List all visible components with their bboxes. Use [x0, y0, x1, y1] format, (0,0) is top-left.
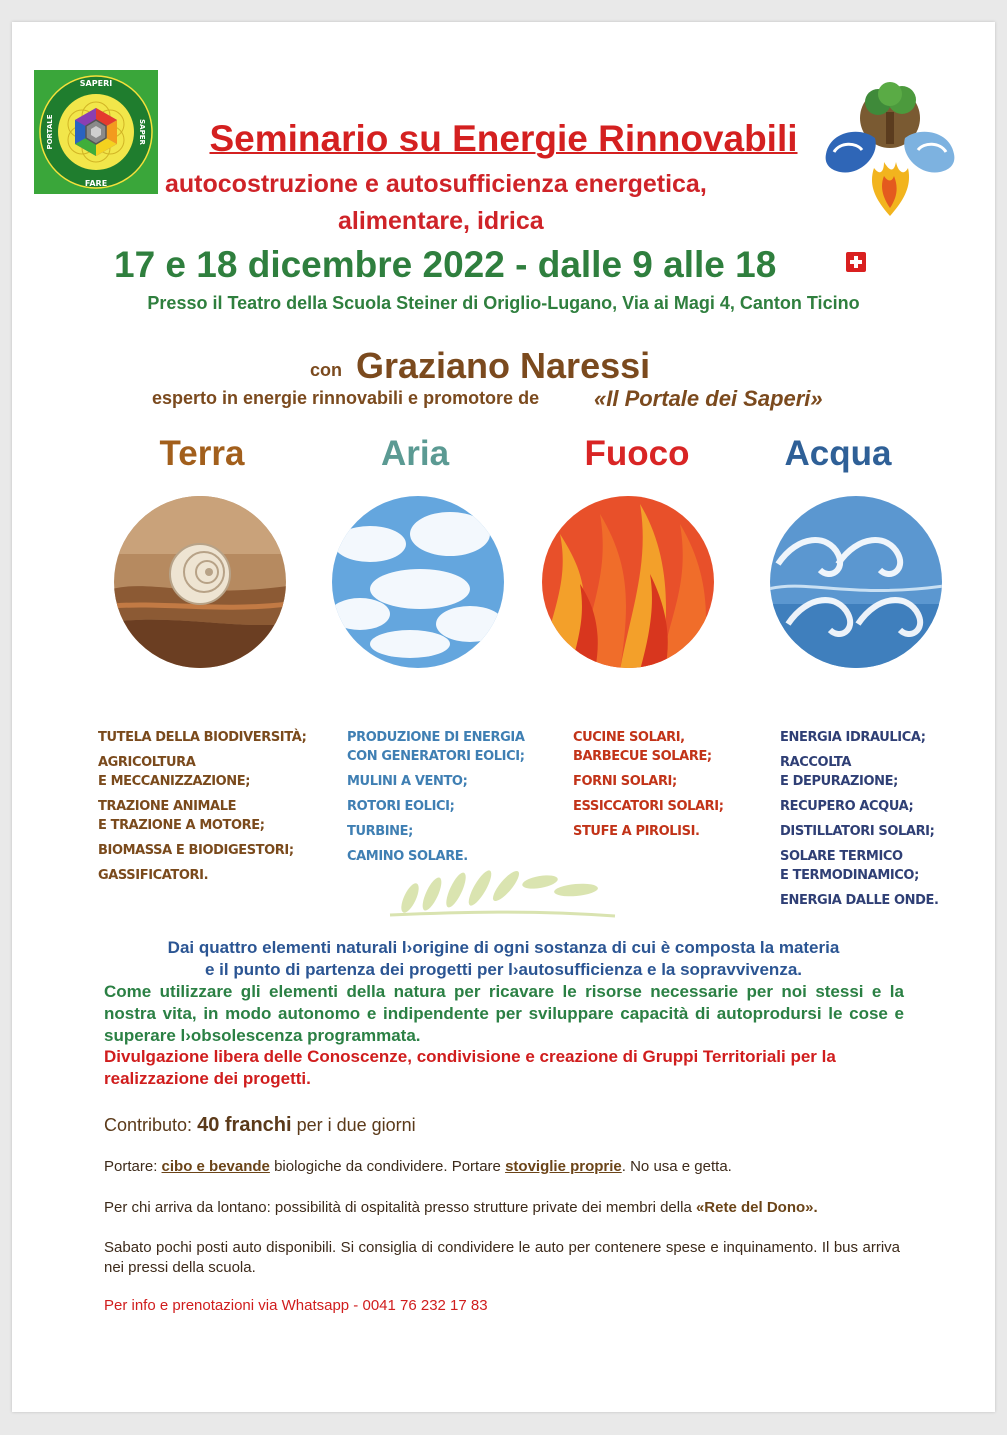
list-item: STUFE A PIROLISI. — [573, 824, 700, 839]
hospitality-line — [104, 1198, 900, 1217]
earth-illustration — [112, 494, 288, 670]
fire-illustration — [540, 494, 716, 670]
list-item: TRAZIONE ANIMALE E TRAZIONE A MOTORE; — [98, 799, 265, 833]
bring-dishes: stoviglie proprie — [505, 1158, 622, 1175]
terra-list — [98, 728, 308, 891]
svg-text:FARE: FARE — [84, 179, 108, 188]
speaker-prefix: con — [310, 360, 343, 380]
subtitle-line1: autocostruzione e autosufficienza energetica, — [165, 170, 707, 198]
contribution-label: Contributo: — [104, 1115, 193, 1135]
contribution-line — [104, 1114, 416, 1137]
element-title-acqua: Acqua — [784, 434, 892, 473]
svg-text:SAPER: SAPER — [138, 119, 146, 145]
bring-middle: biologiche da condividere. Portare — [274, 1158, 501, 1175]
bring-food: cibo e bevande — [161, 1158, 270, 1175]
speaker-name: Graziano Naressi — [356, 345, 651, 386]
air-illustration — [330, 494, 506, 670]
list-item: SOLARE TERMICO E TERMODINAMICO; — [780, 849, 919, 883]
list-item: ESSICCATORI SOLARI; — [573, 799, 724, 814]
list-item: CAMINO SOLARE. — [347, 849, 468, 864]
contact-info: Per info e prenotazioni via Whatsapp - 0041 76 232 17 83 — [104, 1297, 488, 1314]
list-item: PRODUZIONE DI ENERGIA CON GENERATORI EOLICI; — [347, 730, 525, 764]
list-item: ROTORI EOLICI; — [347, 799, 455, 814]
list-item: ENERGIA DALLE ONDE. — [780, 893, 939, 908]
list-item: DISTILLATORI SOLARI; — [780, 824, 935, 839]
list-item: TURBINE; — [347, 824, 413, 839]
list-item: FORNI SOLARI; — [573, 774, 677, 789]
water-illustration — [768, 494, 944, 670]
fuoco-list — [573, 728, 773, 847]
intro-line1: Dai quattro elementi naturali l›origine di ogni sostanza di cui è composta la materia — [167, 938, 840, 957]
bring-line — [104, 1158, 732, 1175]
list-item: TUTELA DELLA BIODIVERSITÀ; — [98, 730, 307, 745]
element-title-terra: Terra — [159, 434, 245, 473]
hospitality-text: Per chi arriva da lontano: possibilità di ospitalità presso strutture private dei membri della — [104, 1199, 692, 1216]
flyer-page — [12, 22, 995, 1412]
aria-list — [347, 728, 547, 872]
acqua-list — [780, 728, 980, 916]
list-item: MULINI A VENTO; — [347, 774, 468, 789]
speaker-role-quote: «Il Portale dei Saperi» — [594, 386, 823, 411]
list-item: AGRICOLTURA E MECCANIZZAZIONE; — [98, 755, 251, 789]
speaker-role: esperto in energie rinnovabili e promotore de — [152, 388, 540, 408]
divulgation-paragraph: Divulgazione libera delle Conoscenze, condivisione e creazione di Gruppi Territoriali per la realizzazione dei progetti. — [104, 1047, 836, 1088]
list-item: CUCINE SOLARI, BARBECUE SOLARE; — [573, 730, 712, 764]
hospitality-end: . — [813, 1199, 818, 1216]
intro-paragraph — [12, 937, 995, 981]
contribution-suffix: per i due giorni — [296, 1115, 416, 1135]
swiss-flag-icon — [846, 252, 866, 272]
subtitle-line2: alimentare, idrica — [338, 207, 544, 235]
parking-note: Sabato pochi posti auto disponibili. Si consiglia di condividere le auto per contenere spese e inquinamento. Il bus arriva nei pressi della scuola. — [104, 1239, 900, 1276]
bring-end: . No usa e getta. — [621, 1158, 732, 1175]
event-location: Presso il Teatro della Scuola Steiner di Origlio-Lugano, Via ai Magi 4, Canton Ticino — [147, 293, 860, 313]
list-item: RECUPERO ACQUA; — [780, 799, 914, 814]
element-title-fuoco: Fuoco — [584, 434, 690, 473]
list-item: GASSIFICATORI. — [98, 868, 209, 883]
event-date: 17 e 18 dicembre 2022 - dalle 9 alle 18 — [114, 244, 777, 285]
element-title-aria: Aria — [380, 434, 450, 473]
hospitality-network: «Rete del Dono» — [695, 1199, 814, 1216]
description-paragraph: Come utilizzare gli elementi della natura per ricavare le risorse necessarie per noi stessi e la nostra vita, in modo autonomo e indipendente per sviluppare capacità di autoprodursi le cose e superare l›obsolescenza programmata. — [104, 982, 904, 1045]
contribution-amount: 40 franchi — [197, 1114, 292, 1136]
bring-label: Portare: — [104, 1158, 158, 1175]
intro-line2: e il punto di partenza dei progetti per l›autosufficienza e la sopravvivenza. — [204, 960, 802, 979]
seminar-title: Seminario su Energie Rinnovabili — [209, 118, 798, 159]
svg-text:PORTALE: PORTALE — [46, 114, 54, 150]
list-item: RACCOLTA E DEPURAZIONE; — [780, 755, 898, 789]
list-item: BIOMASSA E BIODIGESTORI; — [98, 843, 294, 858]
svg-text:SAPERI: SAPERI — [79, 79, 113, 88]
leaf-branch-decoration — [380, 860, 620, 922]
list-item: ENERGIA IDRAULICA; — [780, 730, 926, 745]
